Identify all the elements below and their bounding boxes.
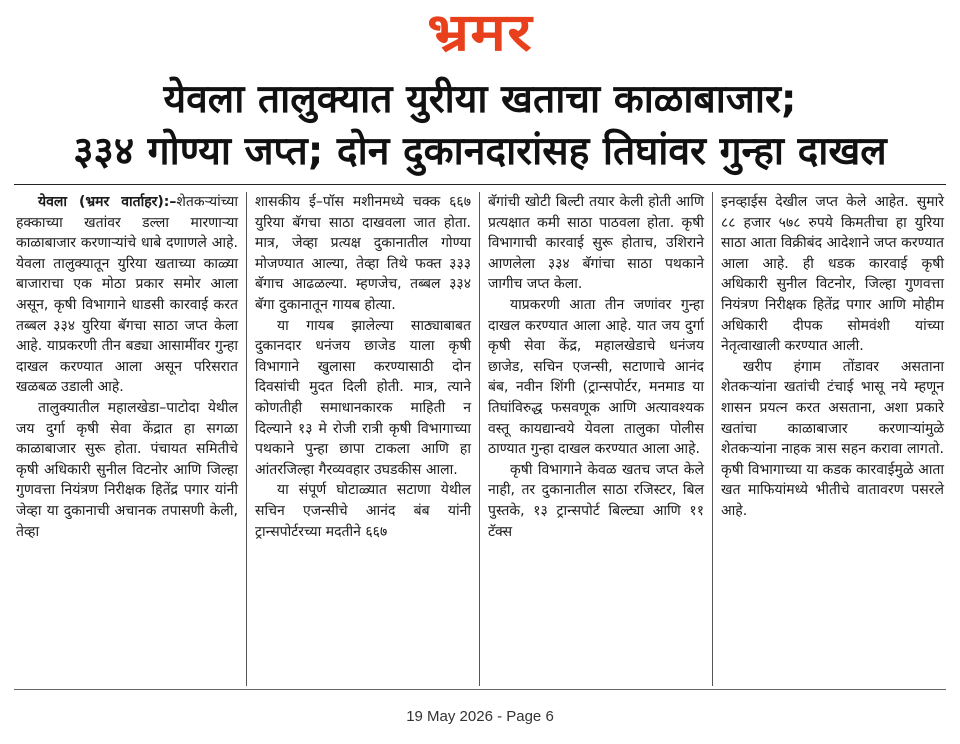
article-headline [0, 74, 960, 178]
masthead [0, 0, 960, 66]
headline-line-2: ३३४ गोण्या जप्त; दोन दुकानदारांसह तिघांवर गुन्हा दाखल [73, 129, 887, 174]
article-paragraph: बॅगांची खोटी बिल्टी तयार केली होती आणि प्रत्यक्षात कमी साठा पाठवला होता. कृषी विभागाची कारवाई सुरू होताच, उशिराने आणलेला ३३४ बॅगांचा साठा पथकाने जागीच जप्त केला. [488, 194, 704, 293]
article-column-4 [713, 192, 946, 686]
article-paragraph: तालुक्यातील महालखेडा–पाटोदा येथील जय दुर्गा कृषी सेवा केंद्रात हा सगळा काळाबाजार सुरू होता. पंचायत समितीचे कृषी अधिकारी सुनील विटनोर आणि जिल्हा गुणवत्ता नियंत्रण निरीक्षक हितेंद्र पगार यांनी जेव्हा या दुकानाची अचानक तपासणी केली, तेव्हा [16, 399, 238, 540]
paragraph-text: शेतकऱ्यांच्या हक्काच्या खतांवर डल्ला मारणाऱ्या काळाबाजार करणाऱ्यांचे धाबे दणाणले आहे. येवला तालुक्यातून युरिया खताच्या काळ्या बाजाराचा एक मोठा प्रकार समोर आला असून, कृषी विभागाने धाडसी कारवाई करत तब्बल ३३४ युरिया बॅगचा साठा जप्त केला आहे. याप्रकरणी तीन बड्या आसामींवर गुन्हा दाखल करण्यात आला असून परिसरात खळबळ उडाली आहे. [16, 194, 238, 396]
article-paragraph [16, 192, 238, 398]
article-column-3 [480, 192, 713, 686]
footer-divider [14, 689, 946, 690]
headline-line-1: येवला तालुक्यात युरीया खताचा काळाबाजार; [163, 77, 797, 122]
page-footer: 19 May 2026 - Page 6 [406, 708, 554, 725]
article-paragraph: इनव्हाईस देखील जप्त केले आहेत. सुमारे ८८ हजार ५७८ रुपये किमतीचा हा युरिया साठा आता विक्रीबंद आदेशाने जप्त करण्यात आला आहे. ही धडक कारवाई कृषी अधिकारी सुनील विटनोर, जिल्हा गुणवत्ता नियंत्रण निरीक्षक हितेंद्र पगार आणि मोहीम अधिकारी दीपक सोमवंशी यांच्या नेतृत्वाखाली करण्यात आली. [721, 194, 944, 355]
article-body [14, 192, 946, 686]
article-column-1 [14, 192, 247, 686]
headline-divider [14, 184, 946, 185]
dateline: येवला (भ्रमर वार्ताहर):– [38, 194, 177, 210]
article-paragraph: शासकीय ई–पॉस मशीनमध्ये चक्क ६६७ युरिया बॅगचा साठा दाखवला जात होता. मात्र, जेव्हा प्रत्यक्ष दुकानातील गोण्या मोजण्यात आल्या, तेव्हा तिथे फक्त ३३३ बॅगाच आढळल्या. म्हणजेच, तब्बल ३३४ बॅगा दुकानातून गायब होत्या. [255, 194, 471, 313]
article-paragraph: या गायब झालेल्या साठ्याबाबत दुकानदार धनंजय छाजेड याला कृषी विभागाने खुलासा करण्यासाठी दोन दिवसांची मुदत दिली होती. मात्र, त्याने कोणतीही समाधानकारक माहिती न दिल्याने १३ मे रोजी रात्री कृषी विभागाच्या पथकाने पुन्हा छापा टाकला आणि हा आंतरजिल्हा गैरव्यवहार उघडकीस आला. [255, 317, 471, 478]
article-paragraph: कृषी विभागाने केवळ खतच जप्त केले नाही, तर दुकानातील साठा रजिस्टर, बिल पुस्तके, १३ ट्रान्सपोर्ट बिल्ट्या आणि ११ टॅक्स [488, 461, 704, 540]
article-column-2 [247, 192, 480, 686]
newspaper-logo: भ्रमर [427, 3, 533, 63]
article-paragraph: या संपूर्ण घोटाळ्यात सटाणा येथील सचिन एजन्सीचे आनंद बंब यांनी ट्रान्सपोर्टरच्या मदतीने ६६७ [255, 482, 471, 540]
article-paragraph: याप्रकरणी आता तीन जणांवर गुन्हा दाखल करण्यात आला आहे. यात जय दुर्गा कृषी सेवा केंद्र, महालखेडाचे धनंजय छाजेड, सचिन एजन्सी, सटाणाचे आनंद बंब, नवीन शिंगी (ट्रान्सपोर्टर, मनमाड या तिघांविरुद्ध फसवणूक आणि अत्यावश्यक वस्तू कायद्यान्वये येवला तालुका पोलीस ठाण्यात गुन्हा दाखल करण्यात आला आहे. [488, 296, 704, 458]
article-paragraph: खरीप हंगाम तोंडावर असताना शेतकऱ्यांना खतांची टंचाई भासू नये म्हणून शासन प्रयत्न करत असताना, अशा प्रकारे खतांचा काळाबाजार करणाऱ्यांमुळे शेतकऱ्यांना नाहक त्रास सहन करावा लागतो. कृषी विभागाच्या या कडक कारवाईमुळे आता खत माफियांमध्ये भीतीचे वातावरण पसरले आहे. [721, 358, 944, 519]
